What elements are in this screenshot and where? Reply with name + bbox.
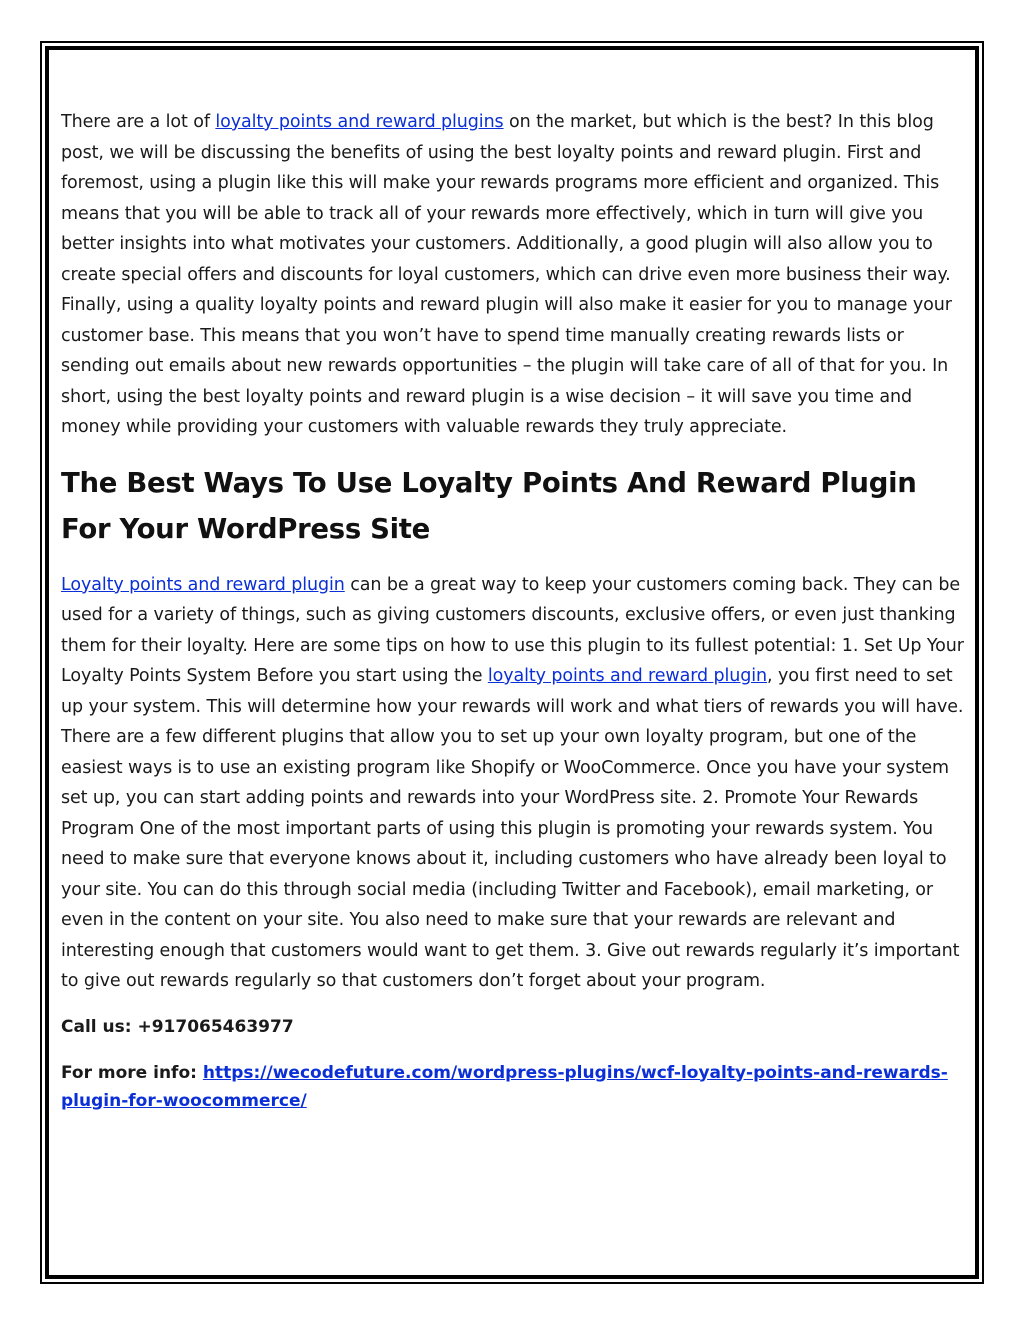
document-content: [61, 107, 966, 1115]
contact-line: Call us: +917065463977: [61, 1016, 294, 1037]
intro-text-start: There are a lot of: [61, 112, 216, 132]
tips-paragraph: [61, 570, 966, 997]
more-info-url-link[interactable]: https://wecodefuture.com/wordpress-plugins/wcf-loyalty-points-and-rewards-plugin-for-woocommerce/: [61, 1062, 948, 1111]
more-info-line: [61, 1059, 966, 1115]
tips-text-middle: can be a great way to keep your customers coming back. They can be used for a variety of things, such as giving customers discounts, exclusive offers, or even just thanking them for their loyalty. Here are some tips on how to use this plugin to its fullest potential: 1. Set Up Your Loyalty Points System Before you start using the: [61, 574, 964, 686]
section-heading: The Best Ways To Use Loyalty Points And Reward Plugin For Your WordPress Site: [61, 466, 917, 545]
tips-text-rest: , you first need to set up your system. This will determine how your rewards will work and what tiers of rewards you will have. There are a few different plugins that allow you to set up your own loyalty program, but one of the easiest ways is to use an existing program like Shopify or WooCommerce. Once you have your system set up, you can start adding points and rewards into your WordPress site. 2. Promote Your Rewards Program One of the most important parts of using this plugin is promoting your rewards system. You need to make sure that everyone knows about it, including customers who have already been loyal to your site. You can do this through social media (including Twitter and Facebook), email marketing, or even in the content on your site. You also need to make sure that your rewards are relevant and interesting enough that customers would want to get them. 3. Give out rewards regularly it’s important to give out rewards regularly so that customers don’t forget about your program.: [61, 666, 964, 991]
loyalty-plugin-link-1[interactable]: Loyalty points and reward plugin: [61, 574, 345, 595]
more-info-label: For more info:: [61, 1062, 203, 1083]
intro-text-rest: on the market, but which is the best? In this blog post, we will be discussing the benefits of using the best loyalty points and reward plugin. First and foremost, using a plugin like this will make your rewards programs more efficient and organized. This means that you will be able to track all of your rewards more effectively, which in turn will give you better insights into what motivates your customers. Additionally, a good plugin will also allow you to create special offers and discounts for loyal customers, which can drive even more business their way. Finally, using a quality loyalty points and reward plugin will also make it easier for you to manage your customer base. This means that you won’t have to spend time manually creating rewards lists or sending out emails about new rewards opportunities – the plugin will take care of all of that for you. In short, using the best loyalty points and reward plugin is a wise decision – it will save you time and money while providing your customers with valuable rewards they truly appreciate.: [61, 112, 952, 437]
intro-paragraph: [61, 107, 966, 443]
loyalty-plugins-link[interactable]: loyalty points and reward plugins: [215, 112, 504, 132]
loyalty-plugin-link-2[interactable]: loyalty points and reward plugin: [487, 666, 768, 686]
